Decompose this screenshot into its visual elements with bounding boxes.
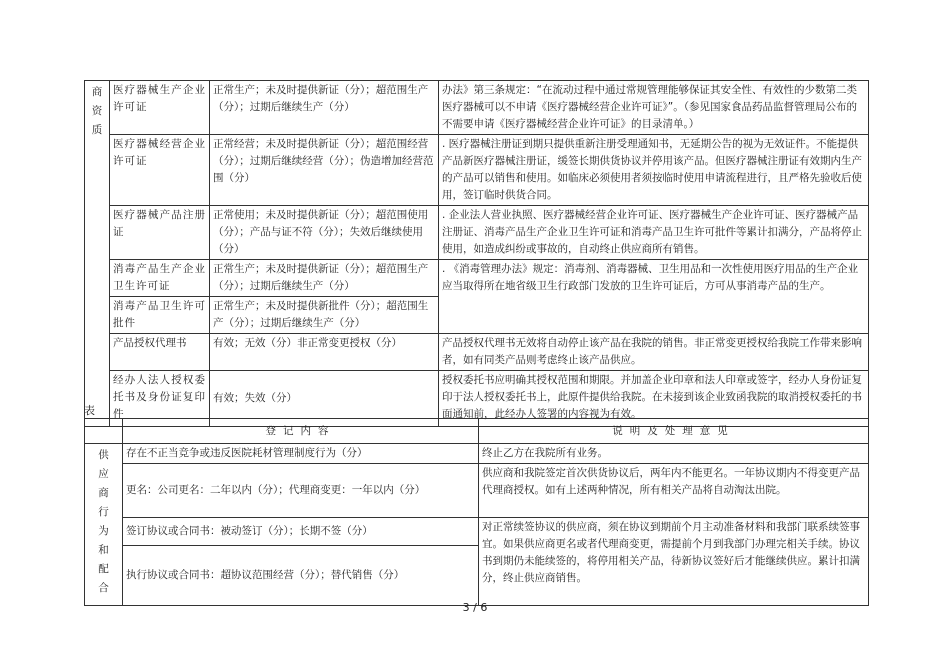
item-cell: 医疗器械经营企业许可证 (110, 135, 210, 206)
category-cell (85, 444, 123, 606)
category-char: 资 (91, 105, 103, 117)
table-row (85, 206, 869, 260)
category-char: 商 (98, 487, 109, 499)
note-cell: . 企业法人营业执照、医疗器械经营企业许可证、医疗器械生产企业许可证、医疗器械产品注册证、消毒产品生产企业卫生许可证和消毒产品卫生许可批件等累计扣满分，产品将停止使用，如造成纠纷或事故的，自动终止供应商所有销售。 (439, 206, 869, 260)
table-row (85, 260, 869, 297)
table-row (85, 135, 869, 206)
condition-cell: 有效；无效（分）非正常变更授权（分） (210, 334, 439, 371)
note-cell: 供应商和我院签定首次供货协议后，两年内不能更名。一年协议期内不得变更产品代理商授权。如有上述两种情况，所有相关产品将自动淘汰出院。 (479, 464, 869, 518)
note-cell: 产品授权代理书无效将自动停止该产品在我院的销售。非正常变更授权给我院工作带来影响者，如有同类产品则考虑终止该产品供应。 (439, 334, 869, 371)
condition-cell: 更名：公司更名：二年以内（分）；代理商变更：一年以内（分） (123, 464, 479, 518)
note-cell: . 《消毒管理办法》规定：消毒剂、消毒器械、卫生用品和一次性使用医疗用品的生产企业应当取得所在地省级卫生行政部门发放的卫生许可证后，方可从事消毒产品的生产。 (439, 260, 869, 334)
condition-cell: 正常使用；未及时提供新证（分）；超范围使用（分）；产品与证不符（分）；失效后继续使用（分） (210, 206, 439, 260)
note-cell: . 医疗器械注册证到期只提供重新注册受理通知书，无延期公告的视为无效证件。不能提供产品新医疗器械注册证，缓签长期供货协议并停用该产品。但医疗器械注册证有效期内生产的产品可以销售和使用。如临床必须使用者须按临时使用申请流程进行，且严格先验收后使用，签订临时供货合同。 (439, 135, 869, 206)
table-row (85, 464, 869, 518)
condition-cell: 正常生产；未及时提供新证（分）；超范围生产（分）；过期后继续生产（分） (210, 260, 439, 297)
header-row (85, 419, 869, 444)
note-cell: 对正常续签协议的供应商，须在协议到期前个月主动准备材料和我部门联系续签事宜。如果供应商更名或者代理商变更，需提前个月到我部门办理完相关手续。协议书到期仍未能续签的，将停用相关产品，待新协议签好后才能继续供应。累计扣满分，终止供应商销售。 (479, 518, 869, 606)
supplier-behavior-table (84, 418, 869, 606)
page-number: 3 / 6 (462, 601, 488, 614)
table-row (85, 518, 869, 546)
category-cell (85, 81, 110, 427)
category-char: 为 (98, 525, 109, 537)
header-left: 登记内容 (123, 419, 479, 444)
condition-cell: 签订协议或合同书：被动签订（分）；长期不签（分） (123, 518, 479, 546)
header-right: 说明及处理意见 (479, 419, 869, 444)
table-row (85, 444, 869, 464)
note-cell: 终止乙方在我院所有业务。 (479, 444, 869, 464)
category-char: 行 (98, 506, 109, 518)
condition-cell: 正常生产；未及时提供新批件（分）；超范围生产（分）；过期后继续生产（分） (210, 297, 439, 334)
item-cell: 医疗器械产品注册证 (110, 206, 210, 260)
note-cell: 授权委托书应明确其授权范围和期限。并加盖企业印章和法人印章或签字，经办人身份证复印于法人授权委托书上，此原件提供给我院。在未接到该企业致函我院的取消授权委托的书面通知前，此经办人签署的内容视为有效。 (439, 371, 869, 427)
condition-cell: 有效；失效（分） (210, 371, 439, 427)
item-cell: 产品授权代理书 (110, 334, 210, 371)
note-cell: 办法》第三条规定：“在流动过程中通过常规管理能够保证其安全性、有效性的少数第二类医疗器械可以不申请《医疗器械经营企业许可证》”。（参见国家食品药品监督管理局公布的不需要申请《医疗器械经营企业许可证》的目录清单。） (439, 81, 869, 135)
category-char: 配 (98, 563, 109, 575)
item-cell: 消毒产品生产企业卫生许可证 (110, 260, 210, 297)
condition-cell: 执行协议或合同书：超协议范围经营（分）；替代销售（分） (123, 546, 479, 606)
condition-cell: 正常生产；未及时提供新证（分）；超范围生产（分）；过期后继续生产（分） (210, 81, 439, 135)
condition-cell: 正常经营；未及时提供新证（分）；超范围经营（分）；过期后继续经营（分）；伪造增加经营范围（分） (210, 135, 439, 206)
table-row (85, 81, 869, 135)
category-char: 和 (98, 544, 109, 556)
corner-cell (85, 419, 123, 444)
category-char: 合 (98, 582, 109, 594)
item-cell: 经办人法人授权委托书及身份证复印件 (110, 371, 210, 427)
item-cell: 消毒产品卫生许可批件 (110, 297, 210, 334)
category-char: 应 (98, 468, 109, 480)
category-char: 商 (91, 86, 103, 98)
qualification-table (84, 80, 869, 427)
table-row (85, 334, 869, 371)
table-caption: 表 (84, 404, 95, 417)
condition-cell: 存在不正当竞争或违反医院耗材管理制度行为（分） (123, 444, 479, 464)
item-cell: 医疗器械生产企业许可证 (110, 81, 210, 135)
category-char: 供 (98, 449, 109, 461)
category-char: 质 (91, 124, 103, 136)
